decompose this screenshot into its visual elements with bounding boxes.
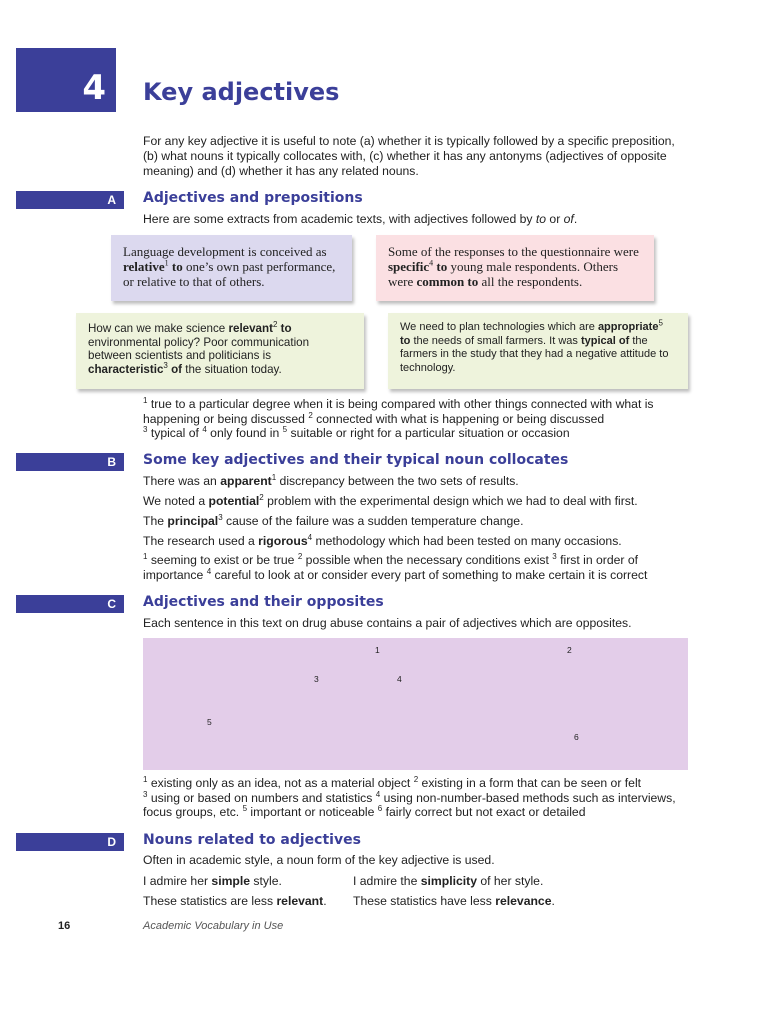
section-d-bar [16, 833, 124, 851]
adjective-example-1: I admire her simple style. [143, 874, 282, 888]
section-b-letter: B [107, 455, 116, 469]
box-number-6: 6 [574, 732, 579, 742]
noun-example-1: I admire the simplicity of her style. [353, 874, 544, 888]
collocate-sentence-2: We noted a potential$^2$ problem with the experimental design which we had to deal with first. [143, 492, 638, 508]
extract-card-relative: Language development is conceived as relative$^1$ to one’s own past performance, or relative to that of others. [111, 235, 352, 301]
section-a-glossary: $^1$ true to a particular degree when it is being compared with other things connected with what is happening or being discussed $^2$ connected with what is happening or being discussed $^3$ typical of $^4$ only found in $^5$ suitable or right for a particular situation or occasion [143, 395, 654, 440]
page-number: 16 [58, 920, 71, 932]
intro-text: For any key adjective it is useful to note (a) whether it is typically followed by a specific preposition, (b) what nouns it typically collocates with, (c) whether it has any antonyms (adjectives of opposite meaning) and (d) whether it has any related nouns. [143, 134, 675, 178]
section-d-letter: D [107, 835, 116, 849]
section-c-lead: Each sentence in this text on drug abuse contains a pair of adjectives which are opposites. [143, 616, 632, 630]
section-a-letter: A [107, 193, 116, 207]
collocate-sentence-1: There was an apparent$^1$ discrepancy between the two sets of results. [143, 472, 519, 488]
section-b-bar [16, 453, 124, 471]
section-a-bar [16, 191, 124, 209]
section-d-lead: Often in academic style, a noun form of the key adjective is used. [143, 853, 495, 867]
section-c-bar [16, 595, 124, 613]
adjective-example-2: These statistics are less relevant. [143, 894, 327, 908]
section-a-lead: Here are some extracts from academic texts, with adjectives followed by to or of. [143, 212, 578, 226]
extract-card-appropriate: We need to plan technologies which are appropriate$^5$ to the needs of small farmers. It was typical of the farmers in the study that they had a negative attitude to technology. [388, 313, 688, 389]
box-number-4: 4 [397, 674, 402, 684]
unit-number: 4 [82, 68, 106, 108]
section-a-heading: Adjectives and prepositions [143, 190, 363, 206]
box-number-3: 3 [314, 674, 319, 684]
unit-title: Key adjectives [143, 78, 340, 106]
book-title: Academic Vocabulary in Use [143, 920, 284, 932]
section-c-glossary: $^1$ existing only as an idea, not as a material object $^2$ existing in a form that can be seen or felt $^3$ using or based on numbers and statistics $^4$ using non-number-based methods such as interviews, focus groups, etc. $^5$ important or noticeable $^6$ fairly correct but not exact or detailed [143, 774, 676, 819]
section-c-heading: Adjectives and their opposites [143, 594, 384, 610]
section-d-heading: Nouns related to adjectives [143, 832, 361, 848]
drug-abuse-text-box [143, 638, 688, 770]
box-number-2: 2 [567, 645, 572, 655]
box-number-5: 5 [207, 717, 212, 727]
noun-example-2: These statistics have less relevance. [353, 894, 555, 908]
collocate-sentence-3: The principal$^3$ cause of the failure was a sudden temperature change. [143, 512, 524, 528]
extract-card-relevant: How can we make science relevant$^2$ to environmental policy? Poor communication between scientists and politicians is characteristic$^3$ of the situation today. [76, 313, 364, 389]
section-c-letter: C [107, 597, 116, 611]
section-b-heading: Some key adjectives and their typical noun collocates [143, 452, 569, 468]
box-number-1: 1 [375, 645, 380, 655]
unit-number-box [16, 48, 116, 112]
extract-card-specific: Some of the responses to the questionnaire were specific$^4$ to young male respondents. Others were common to all the respondents. [376, 235, 654, 301]
collocate-sentence-4: The research used a rigorous$^4$ methodology which had been tested on many occasions. [143, 532, 622, 548]
section-b-glossary: $^1$ seeming to exist or be true $^2$ possible when the necessary conditions exist $^3$ first in order of importance $^4$ careful to look at or consider every part of something to make certain it is correct [143, 551, 648, 582]
